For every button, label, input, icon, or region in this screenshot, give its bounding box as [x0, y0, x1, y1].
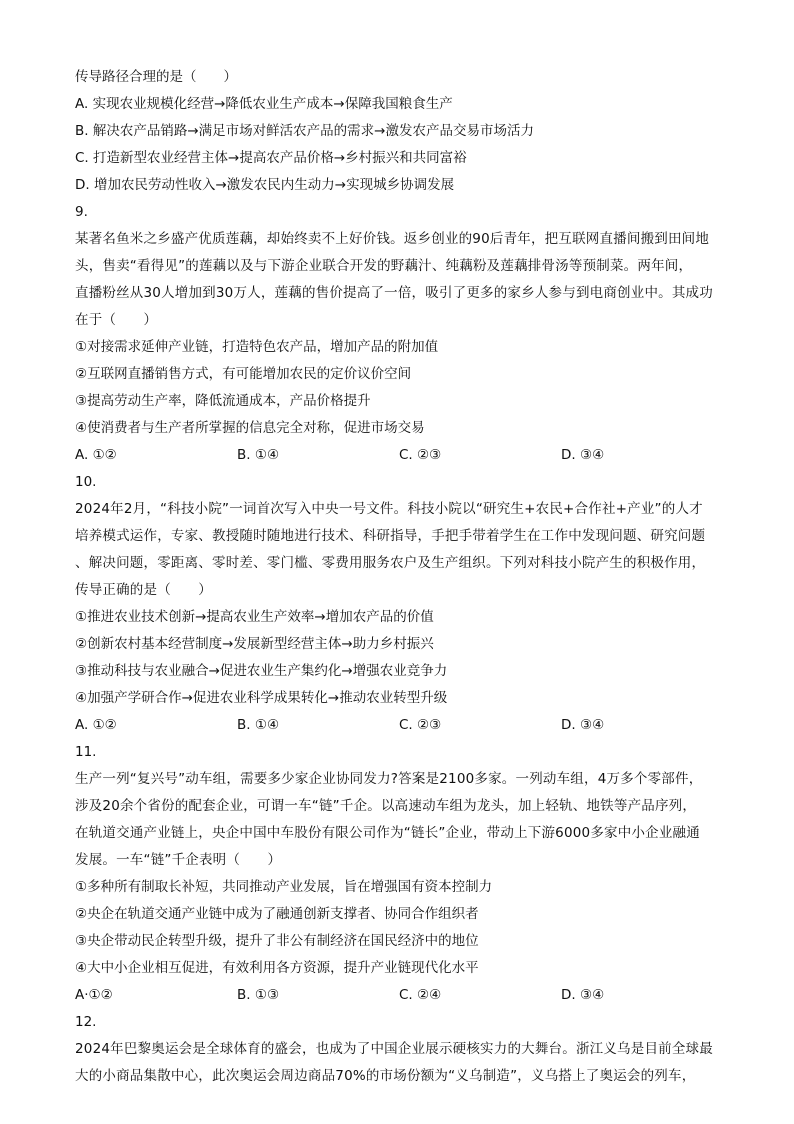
choice-d: D. ③④ [561, 717, 605, 733]
statement-item: ④大中小企业相互促进，有效利用各方资源，提升产业链现代化水平 [75, 960, 479, 976]
choice-d: D. ③④ [561, 987, 605, 1003]
question-11 [75, 739, 725, 1009]
question-stem-line: 在于（ ） [75, 312, 158, 328]
question-stem-line: 某著名鱼米之乡盛产优质莲藕，却始终卖不上好价钱。返乡创业的90后青年，把互联网直播间搬到田间地 [75, 231, 710, 247]
choice-b: B. ①④ [237, 447, 280, 463]
question-9 [75, 199, 725, 469]
question-number: 11. [75, 744, 97, 760]
question-number: 10. [75, 474, 97, 490]
question-8 [75, 64, 725, 199]
question-stem-line: 2024年巴黎奥运会是全球体育的盛会，也成为了中国企业展示硬核实力的大舞台。浙江义乌是目前全球最 [75, 1041, 713, 1057]
statement-item: ③提高劳动生产率，降低流通成本，产品价格提升 [75, 393, 371, 409]
question-8-option-d: D. 增加农民劳动性收入→激发农民内生动力→实现城乡协调发展 [75, 177, 455, 193]
statement-item: ④使消费者与生产者所掌握的信息完全对称，促进市场交易 [75, 420, 425, 436]
choice-a: A·①② [75, 987, 113, 1003]
question-stem-line: 头，售卖“看得见”的莲藕以及与下游企业联合开发的野藕汁、纯藕粉及莲藕排骨汤等预制菜。两年间， [75, 258, 693, 274]
question-stem-line: 发展。一车“链”千企表明（ ） [75, 852, 282, 868]
question-stem-line: 传导正确的是（ ） [75, 582, 212, 598]
choice-d: D. ③④ [561, 447, 605, 463]
question-stem-line: 生产一列“复兴号”动车组，需要多少家企业协同发力?答案是2100多家。一列动车组，4万多个零部件， [75, 771, 703, 787]
choice-c: C. ②③ [399, 717, 442, 733]
statement-item: ①多种所有制取长补短，共同推动产业发展，旨在增强国有资本控制力 [75, 879, 493, 895]
question-8-option-a: A. 实现农业规模化经营→降低农业生产成本→保障我国粮食生产 [75, 96, 453, 112]
question-stem-line: 涉及20余个省份的配套企业，可谓一车“链”千企。以高速动车组为龙头，加上轻轨、地铁等产品序列， [75, 798, 697, 814]
question-stem-line: 大的小商品集散中心，此次奥运会周边商品70%的市场份额为“义乌制造”，义乌搭上了奥运会的列车， [75, 1068, 696, 1084]
question-stem-line: 在轨道交通产业链上，央企中国中车股份有限公司作为“链长”企业，带动上下游6000多家中小企业融通 [75, 825, 700, 841]
answer-choices [75, 982, 725, 1009]
choice-a: A. ①② [75, 447, 117, 463]
exam-content [75, 64, 725, 1090]
choice-c: C. ②③ [399, 447, 442, 463]
question-12 [75, 1009, 725, 1090]
choice-b: B. ①③ [237, 987, 280, 1003]
question-stem-line: 、解决问题，零距离、零时差、零门槛、零费用服务农户及生产组织。下列对科技小院产生的积极作用， [75, 555, 706, 571]
statement-item: ③推动科技与农业融合→促进农业生产集约化→增强农业竞争力 [75, 663, 448, 679]
statement-item: ②互联网直播销售方式，有可能增加农民的定价议价空间 [75, 366, 412, 382]
question-8-option-c: C. 打造新型农业经营主体→提高农产品价格→乡村振兴和共同富裕 [75, 150, 467, 166]
choice-a: A. ①② [75, 717, 117, 733]
question-10 [75, 469, 725, 739]
choice-b: B. ①④ [237, 717, 280, 733]
statement-item: ③央企带动民企转型升级，提升了非公有制经济在国民经济中的地位 [75, 933, 479, 949]
question-8-stem-tail: 传导路径合理的是（ ） [75, 69, 237, 85]
statement-item: ①推进农业技术创新→提高农业生产效率→增加农产品的价值 [75, 609, 434, 625]
choice-c: C. ②④ [399, 987, 442, 1003]
question-number: 12. [75, 1014, 97, 1030]
statement-item: ②创新农村基本经营制度→发展新型经营主体→助力乡村振兴 [75, 636, 434, 652]
statement-item: ②央企在轨道交通产业链中成为了融通创新支撑者、协同合作组织者 [75, 906, 479, 922]
question-stem-line: 直播粉丝从30人增加到30万人，莲藕的售价提高了一倍，吸引了更多的家乡人参与到电商创业中。其成功 [75, 285, 713, 301]
statement-item: ④加强产学研合作→促进农业科学成果转化→推动农业转型升级 [75, 690, 448, 706]
question-stem-line: 2024年2月，“科技小院”一词首次写入中央一号文件。科技小院以“研究生+农民+合作社+产业”的人才 [75, 501, 703, 517]
question-number: 9. [75, 204, 88, 220]
question-stem-line: 培养模式运作，专家、教授随时随地进行技术、科研指导，手把手带着学生在工作中发现问题、研究问题 [75, 528, 706, 544]
question-8-option-b: B. 解决农产品销路→满足市场对鲜活农产品的需求→激发农产品交易市场活力 [75, 123, 534, 139]
answer-choices [75, 712, 725, 739]
statement-item: ①对接需求延伸产业链，打造特色农产品，增加产品的附加值 [75, 339, 439, 355]
answer-choices [75, 442, 725, 469]
